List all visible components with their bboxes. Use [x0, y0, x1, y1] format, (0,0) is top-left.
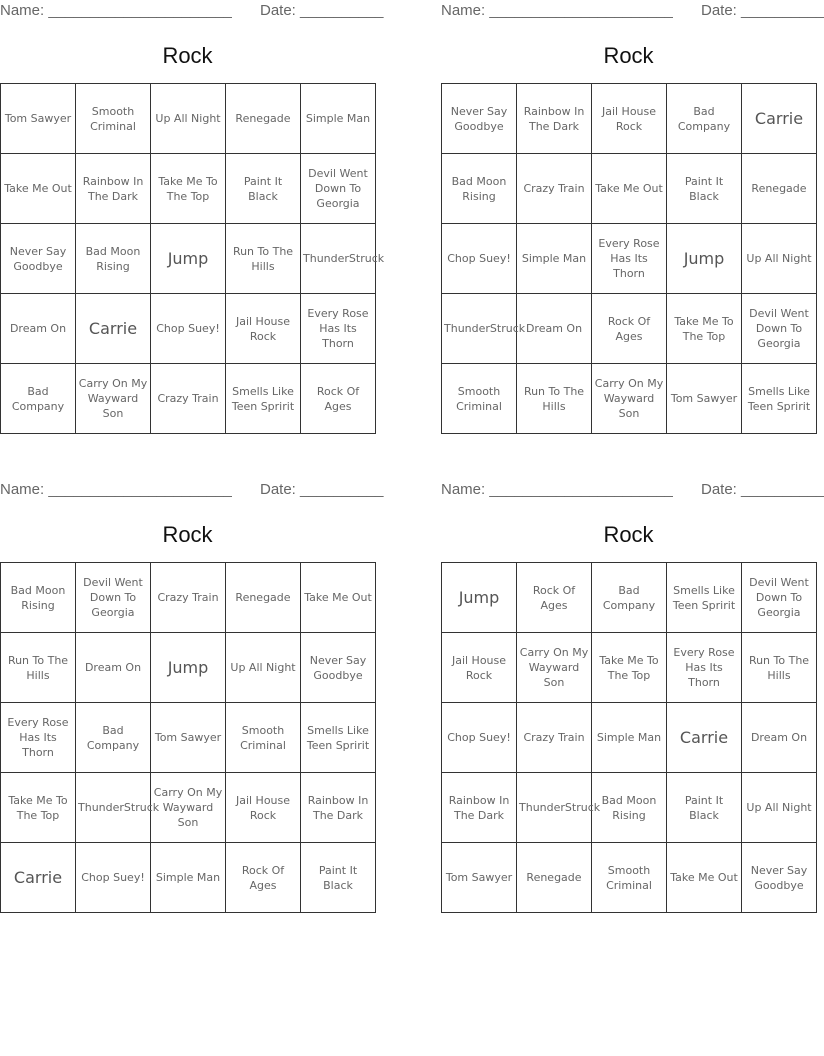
grid-cell: Rainbow In The Dark	[301, 773, 376, 843]
bingo-grid	[441, 562, 817, 913]
grid-cell: Rainbow In The Dark	[517, 84, 592, 154]
card-title: Rock	[162, 522, 213, 547]
grid-row	[442, 154, 817, 224]
grid-cell: Simple Man	[301, 84, 376, 154]
grid-cell: Carrie	[667, 703, 742, 773]
grid-cell: ThunderStruck	[301, 224, 376, 294]
grid-cell: Every Rose Has Its Thorn	[301, 294, 376, 364]
grid-row	[1, 364, 376, 434]
grid-cell: Smooth Criminal	[592, 843, 667, 913]
grid-cell: Crazy Train	[151, 364, 226, 434]
grid-cell: Devil Went Down To Georgia	[742, 563, 817, 633]
grid-cell: Jail House Rock	[226, 773, 301, 843]
grid-cell: Tom Sawyer	[442, 843, 517, 913]
date-field-label: Date: __________	[260, 481, 384, 498]
grid-cell: Bad Moon Rising	[442, 154, 517, 224]
grid-cell: Up All Night	[742, 224, 817, 294]
grid-cell: Chop Suey!	[442, 703, 517, 773]
grid-cell: Never Say Goodbye	[742, 843, 817, 913]
grid-cell: Chop Suey!	[151, 294, 226, 364]
grid-cell: Tom Sawyer	[667, 364, 742, 434]
grid-cell: Take Me To The Top	[151, 154, 226, 224]
grid-cell: Bad Moon Rising	[592, 773, 667, 843]
grid-row	[442, 563, 817, 633]
grid-cell: Rock Of Ages	[517, 563, 592, 633]
name-field-label: Name: ______________________	[0, 481, 232, 498]
grid-cell: Run To The Hills	[226, 224, 301, 294]
grid-cell: ThunderStruck	[76, 773, 151, 843]
bingo-card	[0, 0, 385, 460]
grid-row	[442, 224, 817, 294]
grid-cell: Renegade	[517, 843, 592, 913]
grid-cell: Every Rose Has Its Thorn	[1, 703, 76, 773]
grid-cell: Never Say Goodbye	[442, 84, 517, 154]
grid-cell: Carrie	[76, 294, 151, 364]
grid-cell: Rainbow In The Dark	[76, 154, 151, 224]
grid-cell: Renegade	[226, 563, 301, 633]
grid-row	[442, 633, 817, 703]
grid-cell: Paint It Black	[301, 843, 376, 913]
grid-cell: Carry On My Wayward Son	[592, 364, 667, 434]
bingo-grid	[441, 83, 817, 434]
grid-cell: Never Say Goodbye	[1, 224, 76, 294]
grid-row	[1, 84, 376, 154]
grid-cell: Take Me To The Top	[592, 633, 667, 703]
card-title: Rock	[603, 522, 654, 547]
grid-cell: Smooth Criminal	[226, 703, 301, 773]
grid-cell: Take Me Out	[667, 843, 742, 913]
grid-cell: ThunderStruck	[517, 773, 592, 843]
grid-cell: Smooth Criminal	[442, 364, 517, 434]
grid-cell: Run To The Hills	[517, 364, 592, 434]
grid-row	[442, 843, 817, 913]
grid-cell: Rainbow In The Dark	[442, 773, 517, 843]
grid-cell: Up All Night	[742, 773, 817, 843]
grid-cell: Renegade	[742, 154, 817, 224]
bingo-card	[441, 479, 824, 939]
grid-cell: Never Say Goodbye	[301, 633, 376, 703]
grid-row	[442, 294, 817, 364]
grid-cell: Bad Company	[667, 84, 742, 154]
grid-row	[1, 633, 376, 703]
grid-cell: Rock Of Ages	[301, 364, 376, 434]
grid-cell: Paint It Black	[667, 154, 742, 224]
grid-cell: Devil Went Down To Georgia	[742, 294, 817, 364]
grid-cell: Jail House Rock	[592, 84, 667, 154]
grid-cell: Dream On	[1, 294, 76, 364]
grid-cell: Run To The Hills	[1, 633, 76, 703]
grid-cell: Jump	[442, 563, 517, 633]
grid-cell: Rock Of Ages	[226, 843, 301, 913]
date-field-label: Date: __________	[701, 481, 824, 498]
grid-cell: Bad Company	[1, 364, 76, 434]
grid-cell: Paint It Black	[226, 154, 301, 224]
grid-cell: Smells Like Teen Spririt	[742, 364, 817, 434]
bingo-card	[0, 479, 384, 939]
grid-cell: Dream On	[517, 294, 592, 364]
grid-cell: Simple Man	[517, 224, 592, 294]
grid-row	[442, 364, 817, 434]
name-field-label: Name: ______________________	[441, 2, 673, 19]
grid-cell: Carry On My Wayward Son	[517, 633, 592, 703]
grid-row	[1, 154, 376, 224]
grid-cell: ThunderStruck	[442, 294, 517, 364]
grid-cell: Run To The Hills	[742, 633, 817, 703]
grid-cell: Every Rose Has Its Thorn	[667, 633, 742, 703]
grid-cell: Chop Suey!	[442, 224, 517, 294]
grid-cell: Smooth Criminal	[76, 84, 151, 154]
grid-cell: Dream On	[76, 633, 151, 703]
grid-cell: Carrie	[1, 843, 76, 913]
grid-row	[1, 224, 376, 294]
grid-cell: Take Me Out	[592, 154, 667, 224]
grid-row	[1, 703, 376, 773]
date-field-label: Date: __________	[701, 2, 824, 19]
card-title: Rock	[603, 43, 654, 68]
name-field-label: Name: ______________________	[441, 481, 673, 498]
grid-cell: Jump	[667, 224, 742, 294]
grid-cell: Bad Company	[592, 563, 667, 633]
grid-cell: Dream On	[742, 703, 817, 773]
grid-cell: Bad Moon Rising	[76, 224, 151, 294]
grid-cell: Jump	[151, 224, 226, 294]
date-field-label: Date: __________	[260, 2, 384, 19]
grid-cell: Carrie	[742, 84, 817, 154]
grid-cell: Bad Moon Rising	[1, 563, 76, 633]
grid-row	[442, 703, 817, 773]
bingo-card	[441, 0, 824, 460]
grid-cell: Jail House Rock	[442, 633, 517, 703]
grid-cell: Renegade	[226, 84, 301, 154]
grid-cell: Take Me Out	[301, 563, 376, 633]
card-title: Rock	[162, 43, 213, 68]
grid-cell: Every Rose Has Its Thorn	[592, 224, 667, 294]
grid-cell: Carry On My Wayward Son	[76, 364, 151, 434]
grid-cell: Crazy Train	[517, 154, 592, 224]
name-field-label: Name: ______________________	[0, 2, 232, 19]
grid-row	[1, 843, 376, 913]
grid-cell: Tom Sawyer	[1, 84, 76, 154]
grid-cell: Smells Like Teen Spririt	[301, 703, 376, 773]
grid-cell: Up All Night	[226, 633, 301, 703]
grid-cell: Up All Night	[151, 84, 226, 154]
grid-cell: Crazy Train	[151, 563, 226, 633]
grid-cell: Take Me To The Top	[667, 294, 742, 364]
grid-cell: Smells Like Teen Spririt	[226, 364, 301, 434]
bingo-grid	[0, 83, 385, 434]
bingo-grid	[0, 562, 376, 913]
grid-row	[1, 294, 376, 364]
grid-cell: Paint It Black	[667, 773, 742, 843]
grid-cell: Crazy Train	[517, 703, 592, 773]
grid-cell: Simple Man	[592, 703, 667, 773]
grid-cell: Take Me To The Top	[1, 773, 76, 843]
grid-cell: Chop Suey!	[76, 843, 151, 913]
grid-cell: Devil Went Down To Georgia	[76, 563, 151, 633]
grid-cell: Simple Man	[151, 843, 226, 913]
grid-row	[442, 84, 817, 154]
grid-row	[1, 563, 376, 633]
grid-cell: Rock Of Ages	[592, 294, 667, 364]
grid-cell: Carry On My Wayward Son	[151, 773, 226, 843]
grid-cell: Jump	[151, 633, 226, 703]
grid-cell: Devil Went Down To Georgia	[301, 154, 376, 224]
grid-cell: Smells Like Teen Spririt	[667, 563, 742, 633]
grid-cell: Bad Company	[76, 703, 151, 773]
grid-cell: Tom Sawyer	[151, 703, 226, 773]
grid-row	[442, 773, 817, 843]
grid-cell: Jail House Rock	[226, 294, 301, 364]
grid-row	[1, 773, 376, 843]
grid-cell: Take Me Out	[1, 154, 76, 224]
